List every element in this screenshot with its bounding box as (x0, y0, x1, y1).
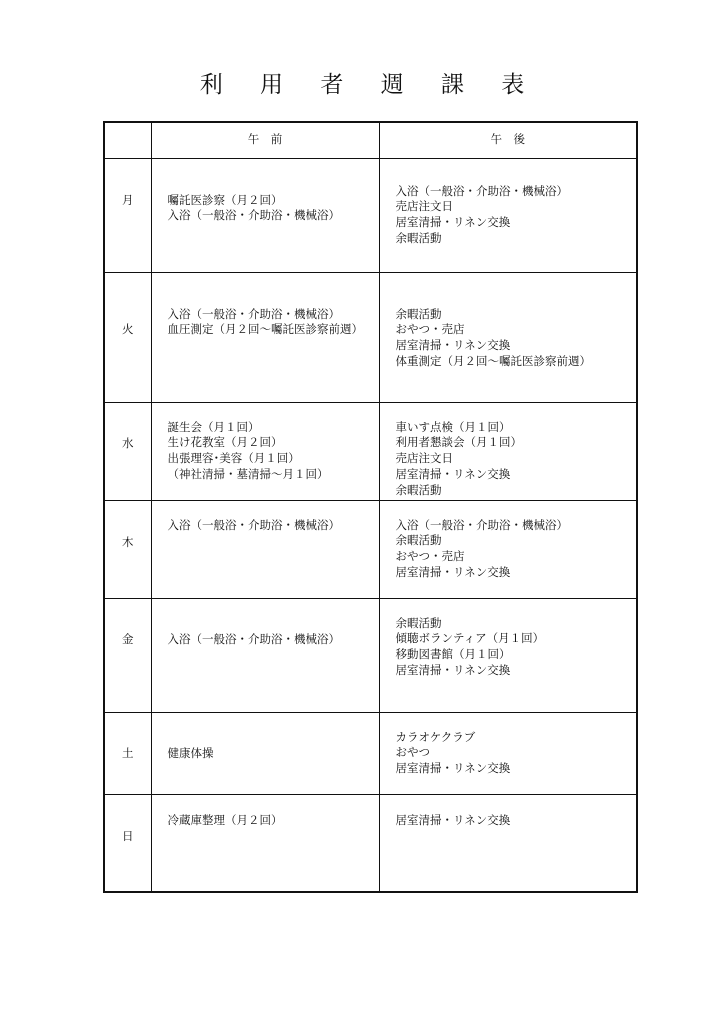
table-row (104, 598, 637, 712)
header-afternoon: 午 後 (379, 122, 637, 158)
schedule-item: 居室清掃・リネン交換 (395, 215, 511, 230)
schedule-item: 傾聴ボランティア（月１回） (395, 631, 545, 646)
schedule-item: 居室清掃・リネン交換 (395, 338, 511, 353)
day-label: 月 (122, 192, 134, 207)
schedule-item: 余暇活動 (395, 230, 442, 245)
schedule-item: 生け花教室（月２回） (167, 435, 283, 450)
schedule-item: おやつ・売店 (395, 549, 465, 564)
afternoon-cell (379, 500, 637, 598)
schedule-item: 余暇活動 (395, 306, 442, 321)
schedule-item: 居室清掃・リネン交換 (395, 564, 511, 579)
schedule-item: 売店注文日 (395, 199, 453, 214)
schedule-item: 体重測定（月２回～囑託医診察前週） (395, 353, 591, 368)
day-label: 火 (122, 321, 134, 336)
afternoon-cell (379, 712, 637, 794)
table-row (104, 794, 637, 892)
schedule-item: 血圧測定（月２回～囑託医診察前週） (167, 322, 363, 337)
schedule-item: おやつ・売店 (395, 322, 465, 337)
morning-cell (151, 272, 379, 402)
schedule-item: 居室清掃・リネン交換 (395, 761, 511, 776)
morning-cell (151, 712, 379, 794)
schedule-item: 居室清掃・リネン交換 (395, 466, 511, 481)
table-row (104, 158, 637, 272)
day-cell (104, 402, 151, 500)
schedule-item: （神社清掃・墓清掃～月１回） (167, 466, 329, 481)
page-title: 利 用 者 週 課 表 (199, 72, 540, 98)
day-cell (104, 794, 151, 892)
afternoon-cell (379, 794, 637, 892)
schedule-item: 入浴（一般浴・介助浴・機械浴） (167, 208, 340, 223)
table-row (104, 500, 637, 598)
afternoon-cell (379, 598, 637, 712)
schedule-item: 入浴（一般浴・介助浴・機械浴） (167, 631, 340, 646)
table-row (104, 402, 637, 500)
schedule-item: 余暇活動 (395, 533, 442, 548)
afternoon-cell (379, 158, 637, 272)
day-cell (104, 598, 151, 712)
schedule-item: おやつ (395, 745, 430, 760)
afternoon-cell (379, 402, 637, 500)
schedule-item: 入浴（一般浴・介助浴・機械浴） (167, 517, 340, 532)
schedule-item: 入浴（一般浴・介助浴・機械浴） (167, 306, 340, 321)
day-label: 土 (122, 745, 134, 760)
day-cell (104, 272, 151, 402)
morning-cell (151, 158, 379, 272)
day-cell (104, 158, 151, 272)
schedule-item: 移動図書館（月１回） (395, 647, 511, 662)
day-cell (104, 500, 151, 598)
table-header-row (104, 122, 637, 158)
schedule-item: 余暇活動 (395, 482, 442, 497)
day-label: 金 (122, 631, 134, 646)
schedule-item: 入浴（一般浴・介助浴・機械浴） (395, 183, 568, 198)
morning-cell (151, 598, 379, 712)
schedule-item: 冷蔵庫整理（月２回） (167, 812, 283, 827)
table-row (104, 272, 637, 402)
day-label: 水 (122, 435, 134, 450)
schedule-item: 車いす点検（月１回） (395, 419, 511, 434)
schedule-item: 誕生会（月１回） (167, 419, 260, 434)
header-morning: 午 前 (151, 122, 379, 158)
schedule-item: 入浴（一般浴・介助浴・機械浴） (395, 517, 568, 532)
day-cell (104, 712, 151, 794)
morning-cell (151, 794, 379, 892)
afternoon-cell (379, 272, 637, 402)
morning-cell (151, 500, 379, 598)
schedule-item: 余暇活動 (395, 615, 442, 630)
schedule-item: 囑託医診察（月２回） (167, 192, 283, 207)
schedule-item: 出張理容･美容（月１回） (167, 451, 300, 466)
schedule-item: 健康体操 (167, 745, 214, 760)
day-label: 木 (122, 534, 134, 549)
schedule-item: 売店注文日 (395, 451, 453, 466)
schedule-item: 居室清掃・リネン交換 (395, 812, 511, 827)
schedule-item: カラオケクラブ (395, 729, 476, 744)
schedule-item: 居室清掃・リネン交換 (395, 662, 511, 677)
header-day (104, 122, 151, 158)
weekly-schedule-table (103, 121, 638, 893)
day-label: 日 (122, 828, 134, 843)
morning-cell (151, 402, 379, 500)
table-row (104, 712, 637, 794)
schedule-item: 利用者懇談会（月１回） (395, 435, 522, 450)
